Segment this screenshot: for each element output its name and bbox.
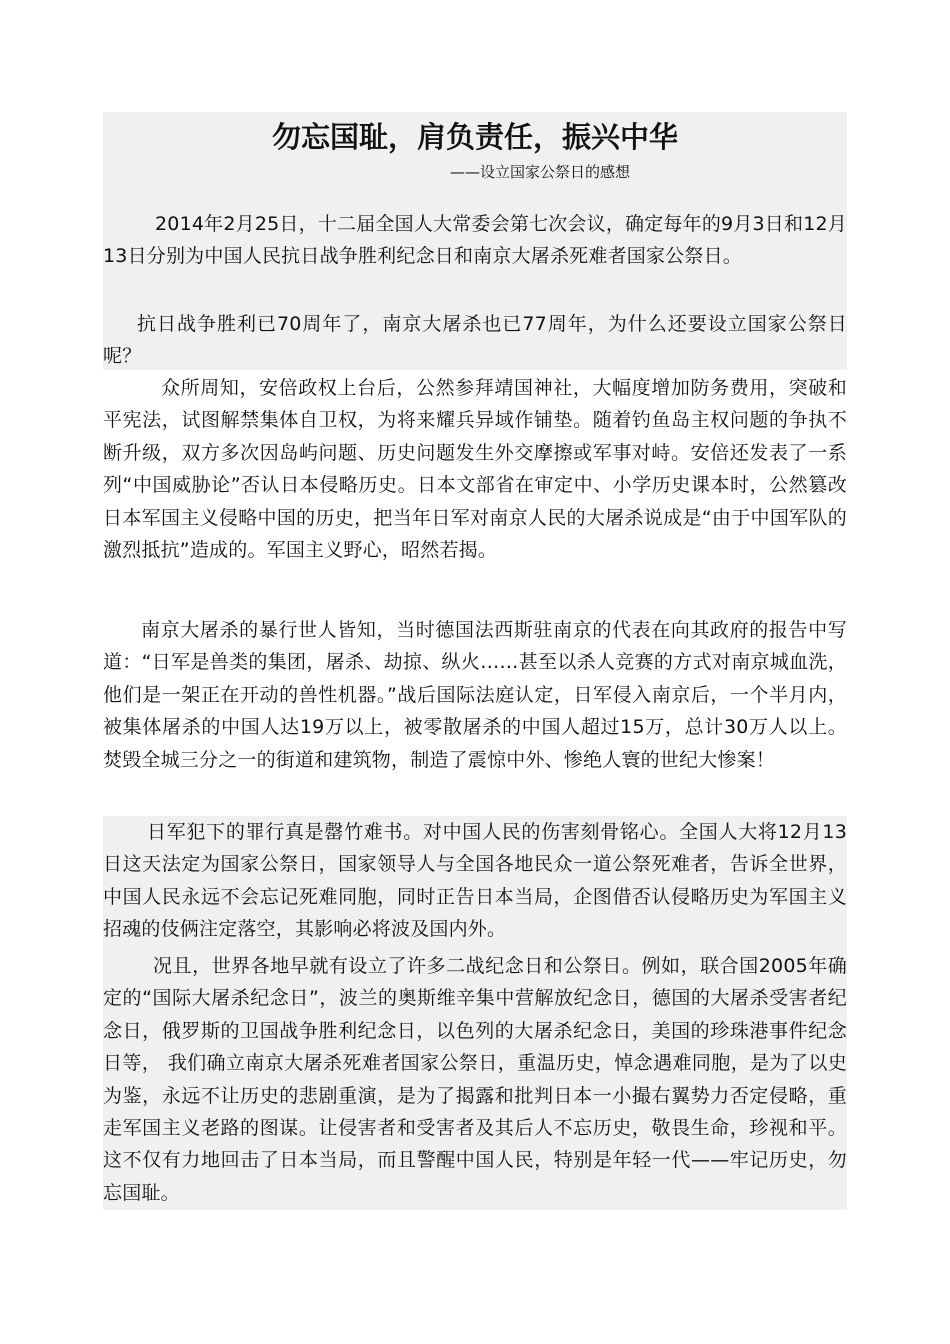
- page-subtitle: ——设立国家公祭日的感想: [449, 163, 630, 181]
- paragraph-5: 日军犯下的罪行真是罄竹难书。对中国人民的伤害刻骨铭心。全国人大将12月13日这天法定为国家公祭日，国家领导人与全国各地民众一道公祭死难者，告诉全世界，中国人民永远不会忘记死难同胞，同时正告日本当局，企图借否认侵略历史为军国主义招魂的伎俩注定落空，其影响必将波及国内外。: [103, 821, 847, 941]
- paragraph-2: 抗日战争胜利已70周年了，南京大屠杀也已77周年，为什么还要设立国家公祭日呢？: [103, 313, 847, 368]
- paragraph-1: 2014年2月25日，十二届全国人大常委会第七次会议，确定每年的9月3日和12月13日分别为中国人民抗日战争胜利纪念日和南京大屠杀死难者国家公祭日。: [103, 213, 847, 268]
- page-title: 勿忘国耻，肩负责任，振兴中华: [271, 120, 678, 154]
- paragraph-6: 况且，世界各地早就有设立了许多二战纪念日和公祭日。例如，联合国2005年确定的“国际大屠杀纪念日”，波兰的奥斯维辛集中营解放纪念日，德国的大屠杀受害者纪念日，俄罗斯的卫国战争胜利纪念日，以色列的大屠杀纪念日，美国的珍珠港事件纪念日等， 我们确立南京大屠杀死难者国家公祭日，重温历史，悼念遇难同胞，是为了以史为鉴，永远不让历史的悲剧重演，是为了揭露和批判日本一小撮右翼势力否定侵略，重走军国主义老路的图谋。让侵害者和受害者及其后人不忘历史，敬畏生命，珍视和平。这不仅有力地回击了日本当局，而且警醒中国人民，特别是年轻一代——牢记历史，勿忘国耻。: [103, 955, 847, 1204]
- paragraph-3: 众所周知，安倍政权上台后，公然参拜靖国神社，大幅度增加防务费用，突破和平宪法，试图解禁集体自卫权，为将来耀兵异域作铺垫。随着钓鱼岛主权问题的争执不断升级，双方多次因岛屿问题、历史问题发生外交摩擦或军事对峙。安倍还发表了一系列“中国威胁论”否认日本侵略历史。日本文部省在审定中、小学历史课本时，公然篡改日本军国主义侵略中国的历史，把当年日军对南京人民的大屠杀说成是“由于中国军队的激烈抵抗”造成的。军国主义野心，昭然若揭。: [103, 377, 847, 562]
- paragraph-4: 南京大屠杀的暴行世人皆知，当时德国法西斯驻南京的代表在向其政府的报告中写道：“日军是兽类的集团，屠杀、劫掠、纵火……甚至以杀人竞赛的方式对南京城血洗，他们是一架正在开动的兽性机器。”战后国际法庭认定，日军侵入南京后，一个半月内，被集体屠杀的中国人达19万以上，被零散屠杀的中国人超过15万，总计30万人以上。焚毁全城三分之一的街道和建筑物，制造了震惊中外、惨绝人寰的世纪大惨案！: [103, 619, 847, 771]
